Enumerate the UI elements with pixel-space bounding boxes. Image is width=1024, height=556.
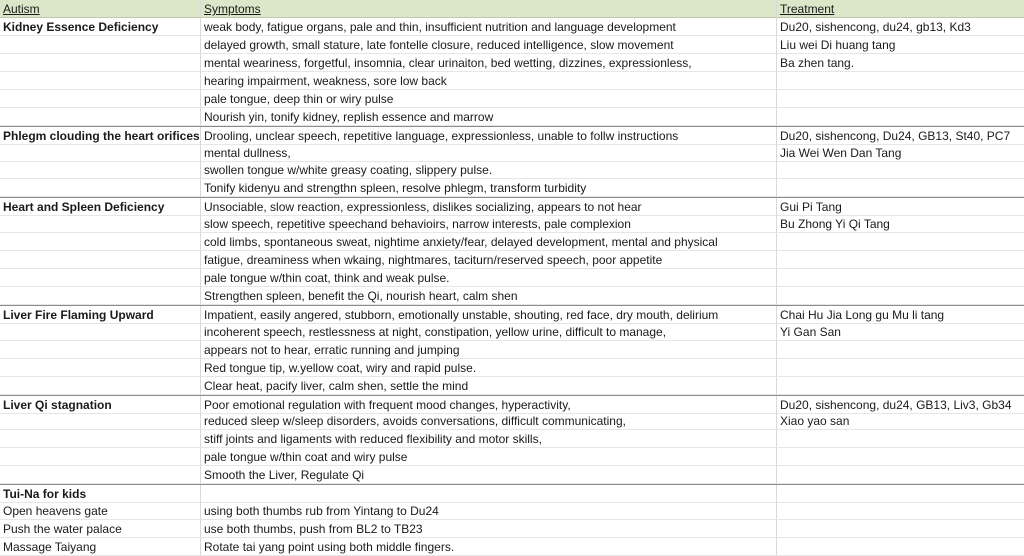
table-row — [0, 323, 1024, 341]
cell-symptoms[interactable]: mental weariness, forgetful, insomnia, clear urinaiton, bed wetting, dizzines, expressionless, — [201, 54, 777, 72]
cell-symptoms[interactable]: fatigue, dreaminess when wkaing, nightmares, taciturn/reserved speech, poor appetite — [201, 251, 777, 269]
cell-treatment[interactable] — [777, 502, 1024, 520]
table-row — [0, 395, 1024, 414]
cell-treatment[interactable] — [777, 430, 1024, 448]
cell-symptoms[interactable]: hearing impairment, weakness, sore low back — [201, 72, 777, 90]
table-row — [0, 430, 1024, 448]
cell-treatment[interactable] — [777, 269, 1024, 287]
cell-symptoms[interactable]: Unsociable, slow reaction, expressionless, dislikes socializing, appears to not hear — [201, 198, 777, 216]
table-row — [0, 18, 1024, 36]
cell-category[interactable] — [0, 466, 201, 484]
table-row — [0, 215, 1024, 233]
cell-symptoms[interactable]: Smooth the Liver, Regulate Qi — [201, 466, 777, 484]
cell-symptoms[interactable]: using both thumbs rub from Yintang to Du24 — [201, 502, 777, 520]
cell-treatment[interactable] — [777, 287, 1024, 305]
cell-category[interactable]: Push the water palace — [0, 520, 201, 538]
cell-category[interactable]: Liver Fire Flaming Upward — [0, 306, 201, 324]
header-label-autism: Autism — [3, 2, 40, 16]
cell-symptoms[interactable]: Poor emotional regulation with frequent mood changes, hyperactivity, — [201, 396, 777, 414]
cell-category[interactable] — [0, 269, 201, 287]
cell-treatment[interactable]: Yi Gan San — [777, 323, 1024, 341]
cell-treatment[interactable] — [777, 485, 1024, 503]
cell-treatment[interactable]: Xiao yao san — [777, 412, 1024, 430]
table-row — [0, 466, 1024, 484]
header-cell-symptoms[interactable] — [201, 0, 777, 18]
table-row — [0, 359, 1024, 377]
table-row — [0, 161, 1024, 179]
table-row — [0, 197, 1024, 216]
cell-symptoms[interactable]: use both thumbs, push from BL2 to TB23 — [201, 520, 777, 538]
cell-category[interactable]: Tui-Na for kids — [0, 485, 201, 503]
cell-symptoms[interactable]: mental dullness, — [201, 144, 777, 162]
table-row — [0, 484, 1024, 503]
cell-treatment[interactable] — [777, 233, 1024, 251]
cell-category[interactable] — [0, 430, 201, 448]
cell-treatment[interactable]: Jia Wei Wen Dan Tang — [777, 144, 1024, 162]
cell-treatment[interactable] — [777, 108, 1024, 126]
cell-treatment[interactable] — [777, 161, 1024, 179]
cell-symptoms[interactable]: Red tongue tip, w.yellow coat, wiry and rapid pulse. — [201, 359, 777, 377]
table-row — [0, 126, 1024, 145]
cell-treatment[interactable]: Ba zhen tang. — [777, 54, 1024, 72]
cell-category[interactable] — [0, 36, 201, 54]
cell-category[interactable]: Open heavens gate — [0, 502, 201, 520]
table-row — [0, 269, 1024, 287]
cell-category[interactable] — [0, 108, 201, 126]
cell-category[interactable]: Phlegm clouding the heart orifices — [0, 127, 201, 145]
table-row — [0, 90, 1024, 108]
cell-category[interactable] — [0, 377, 201, 395]
cell-treatment[interactable]: Du20, sishencong, du24, GB13, Liv3, Gb34 — [777, 396, 1024, 414]
cell-symptoms[interactable]: Strengthen spleen, benefit the Qi, nourish heart, calm shen — [201, 287, 777, 305]
cell-treatment[interactable]: Bu Zhong Yi Qi Tang — [777, 215, 1024, 233]
cell-symptoms[interactable]: appears not to hear, erratic running and jumping — [201, 341, 777, 359]
table-row — [0, 36, 1024, 54]
cell-category[interactable] — [0, 179, 201, 197]
cell-category[interactable]: Massage Taiyang — [0, 538, 201, 556]
cell-category[interactable] — [0, 54, 201, 72]
cell-category[interactable] — [0, 341, 201, 359]
table-row — [0, 287, 1024, 305]
cell-symptoms[interactable]: pale tongue w/thin coat, think and weak pulse. — [201, 269, 777, 287]
cell-treatment[interactable] — [777, 448, 1024, 466]
cell-symptoms[interactable]: pale tongue w/thin coat and wiry pulse — [201, 448, 777, 466]
cell-category[interactable]: Liver Qi stagnation — [0, 396, 201, 414]
table-row — [0, 538, 1024, 556]
table-row — [0, 72, 1024, 90]
cell-treatment[interactable] — [777, 520, 1024, 538]
table-row — [0, 448, 1024, 466]
cell-category[interactable] — [0, 251, 201, 269]
cell-category[interactable] — [0, 233, 201, 251]
cell-category[interactable] — [0, 412, 201, 430]
cell-treatment[interactable] — [777, 377, 1024, 395]
cell-category[interactable] — [0, 323, 201, 341]
cell-category[interactable] — [0, 161, 201, 179]
cell-treatment[interactable] — [777, 341, 1024, 359]
table-row — [0, 108, 1024, 126]
table-row — [0, 179, 1024, 197]
cell-symptoms[interactable]: Clear heat, pacify liver, calm shen, settle the mind — [201, 377, 777, 395]
cell-symptoms[interactable]: reduced sleep w/sleep disorders, avoids conversations, difficult communicating, — [201, 412, 777, 430]
cell-category[interactable] — [0, 144, 201, 162]
table-row — [0, 54, 1024, 72]
cell-treatment[interactable]: Chai Hu Jia Long gu Mu li tang — [777, 306, 1024, 324]
cell-treatment[interactable] — [777, 251, 1024, 269]
header-cell-autism[interactable] — [0, 0, 201, 18]
header-label-symptoms: Symptoms — [204, 2, 261, 16]
cell-symptoms[interactable]: Nourish yin, tonify kidney, replish essence and marrow — [201, 108, 777, 126]
cell-treatment[interactable] — [777, 90, 1024, 108]
cell-treatment[interactable]: Gui Pi Tang — [777, 198, 1024, 216]
cell-category[interactable] — [0, 90, 201, 108]
cell-treatment[interactable] — [777, 538, 1024, 556]
cell-category[interactable] — [0, 448, 201, 466]
table-row — [0, 377, 1024, 395]
cell-symptoms[interactable]: cold limbs, spontaneous sweat, nightime anxiety/fear, delayed development, mental and physical — [201, 233, 777, 251]
header-label-treatment: Treatment — [780, 2, 835, 16]
cell-category[interactable] — [0, 287, 201, 305]
cell-symptoms[interactable]: incoherent speech, restlessness at night, constipation, yellow urine, difficult to manage, — [201, 323, 777, 341]
cell-symptoms[interactable]: Drooling, unclear speech, repetitive language, expressionless, unable to follw instructions — [201, 127, 777, 145]
cell-category[interactable] — [0, 359, 201, 377]
table-row — [0, 305, 1024, 324]
cell-symptoms[interactable]: Tonify kidenyu and strengthn spleen, resolve phlegm, transform turbidity — [201, 179, 777, 197]
cell-category[interactable]: Kidney Essence Deficiency — [0, 18, 201, 36]
cell-symptoms[interactable]: stiff joints and ligaments with reduced flexibility and motor skills, — [201, 430, 777, 448]
cell-category[interactable]: Heart and Spleen Deficiency — [0, 198, 201, 216]
cell-symptoms[interactable]: Impatient, easily angered, stubborn, emotionally unstable, shouting, red face, dry mouth, delirium — [201, 306, 777, 324]
cell-symptoms[interactable] — [201, 485, 777, 503]
cell-treatment[interactable]: Liu wei Di huang tang — [777, 36, 1024, 54]
table-row — [0, 412, 1024, 430]
header-row — [0, 0, 1024, 18]
cell-symptoms[interactable]: Rotate tai yang point using both middle fingers. — [201, 538, 777, 556]
header-cell-treatment[interactable] — [777, 0, 1024, 18]
cell-treatment[interactable] — [777, 359, 1024, 377]
cell-treatment[interactable] — [777, 466, 1024, 484]
cell-treatment[interactable] — [777, 179, 1024, 197]
cell-category[interactable] — [0, 72, 201, 90]
table-row — [0, 251, 1024, 269]
table-row — [0, 233, 1024, 251]
table-row — [0, 341, 1024, 359]
table-row — [0, 520, 1024, 538]
cell-treatment[interactable] — [777, 72, 1024, 90]
cell-category[interactable] — [0, 215, 201, 233]
cell-treatment[interactable]: Du20, sishencong, Du24, GB13, St40, PC7 — [777, 127, 1024, 145]
cell-symptoms[interactable]: weak body, fatigue organs, pale and thin, insufficient nutrition and language development — [201, 18, 777, 36]
cell-symptoms[interactable]: pale tongue, deep thin or wiry pulse — [201, 90, 777, 108]
table-row — [0, 502, 1024, 520]
cell-symptoms[interactable]: swollen tongue w/white greasy coating, slippery pulse. — [201, 161, 777, 179]
cell-symptoms[interactable]: delayed growth, small stature, late fontelle closure, reduced intelligence, slow movement — [201, 36, 777, 54]
cell-symptoms[interactable]: slow speech, repetitive speechand behavioirs, narrow interests, pale complexion — [201, 215, 777, 233]
cell-treatment[interactable]: Du20, sishencong, du24, gb13, Kd3 — [777, 18, 1024, 36]
table-row — [0, 144, 1024, 162]
